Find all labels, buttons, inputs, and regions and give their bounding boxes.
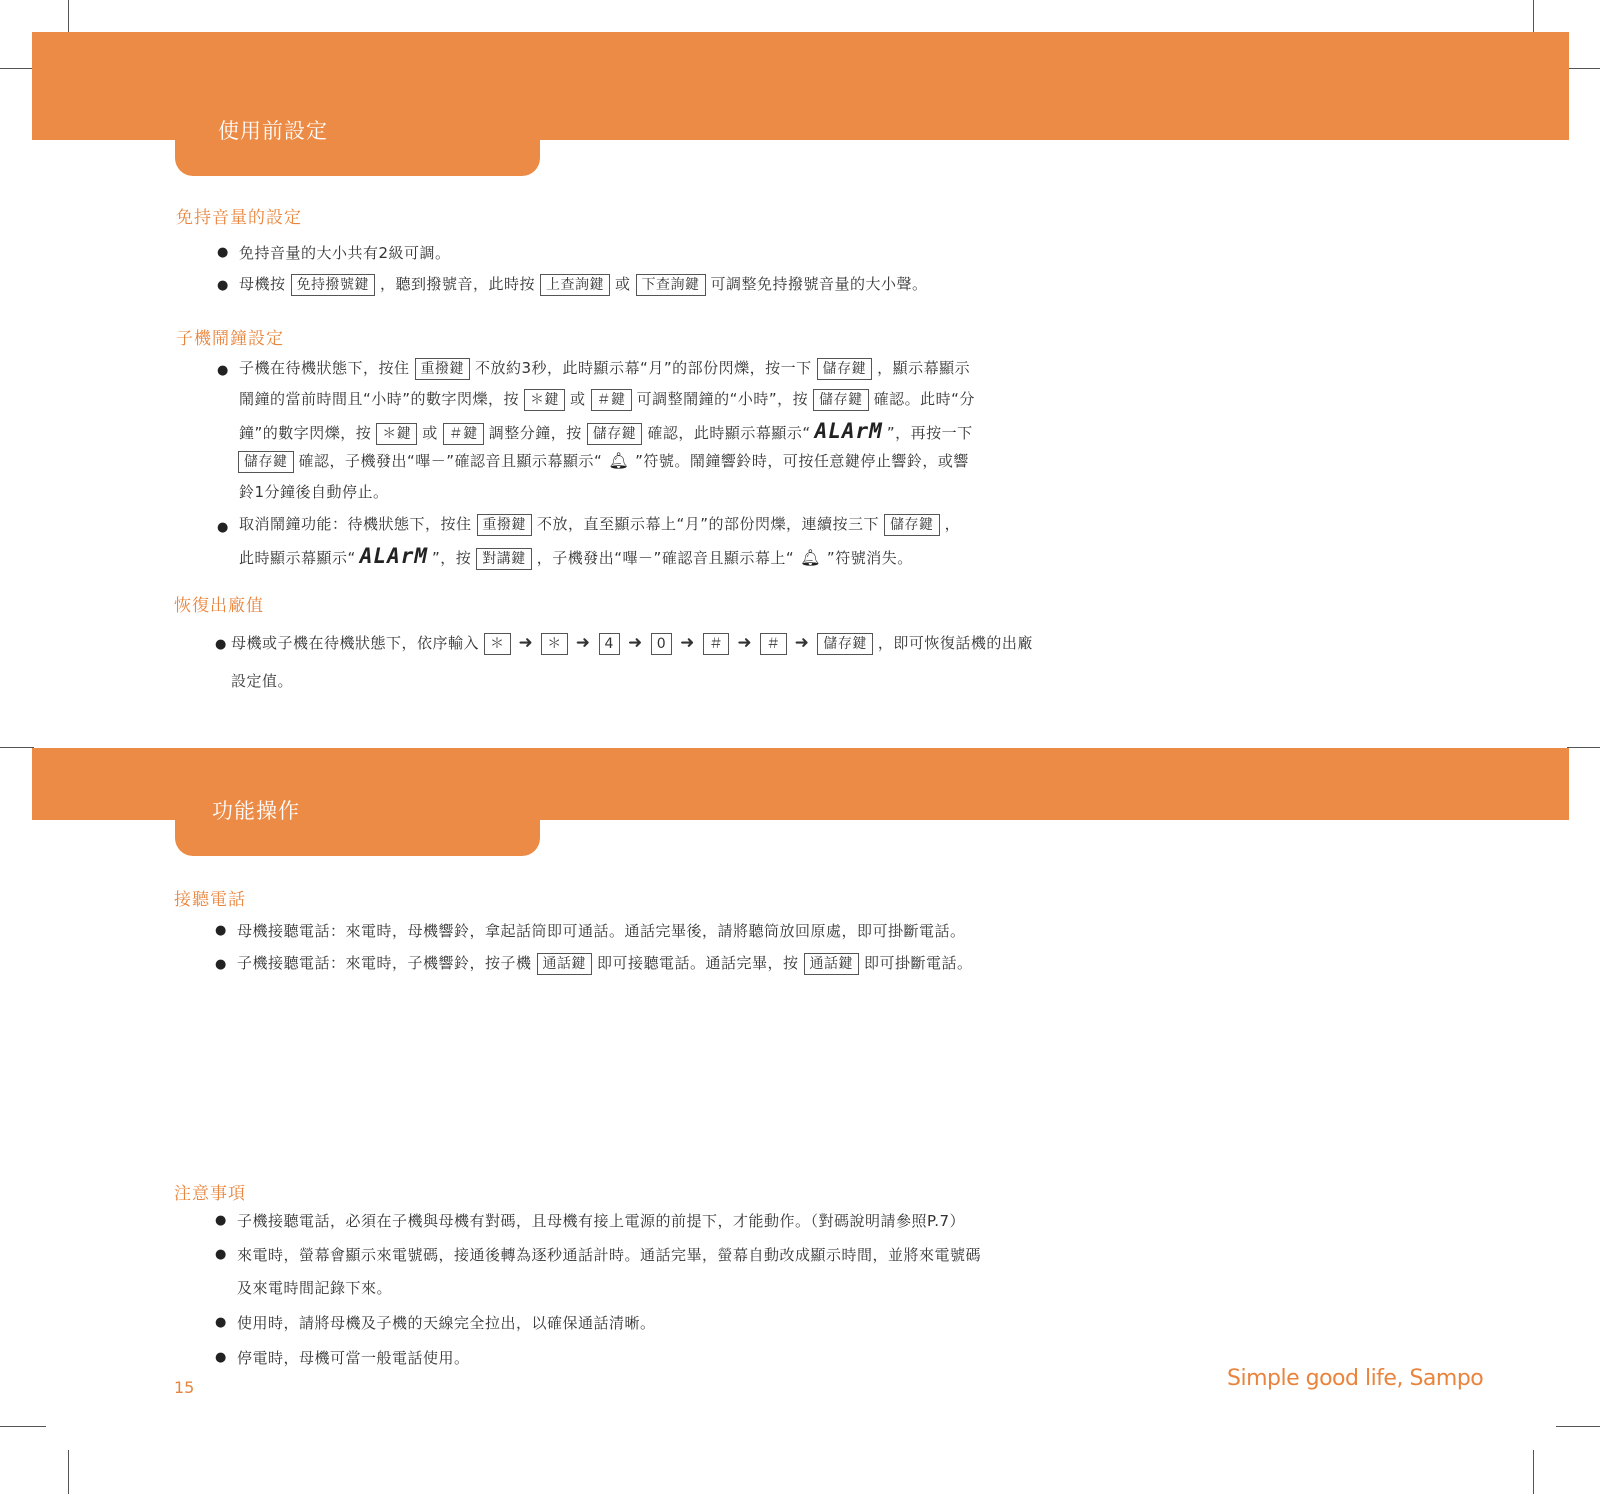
text: 確認。此時“分	[873, 390, 975, 408]
lcd-alarm-display: ALArM	[814, 419, 883, 443]
text: 此時顯示幕顯示“	[239, 549, 356, 567]
section-title: 使用前設定	[218, 119, 328, 143]
text: 不放，直至顯示幕上“月”的部份閃爍，連續按三下	[537, 515, 880, 533]
arrow-right-icon: ➜	[680, 633, 695, 653]
crop-mark	[68, 1450, 69, 1494]
text: 可調整免持撥號音量的大小聲。	[710, 275, 928, 293]
text: 即可接聽電話。通話完畢，按	[597, 954, 799, 972]
text: ”符號。鬧鐘響鈴時，可按任意鍵停止響鈴，或響	[635, 452, 969, 470]
key-label: 儲存鍵	[238, 451, 294, 473]
text: 調整分鐘，按	[488, 424, 582, 442]
bullet-text: 鈴1分鐘後自動停止。	[239, 483, 389, 501]
key-label: ＊鍵	[376, 423, 417, 445]
subsection-heading: 恢復出廠值	[174, 596, 264, 616]
bullet-text	[239, 419, 973, 445]
arrow-right-icon: ➜	[737, 633, 753, 653]
text: 鬧鐘的當前時間且“小時”的數字閃爍，按	[239, 390, 520, 408]
bullet-text: 免持音量的大小共有2級可調。	[239, 244, 451, 262]
text: ”符號消失。	[826, 549, 913, 567]
bullet: ●	[215, 637, 227, 652]
crop-mark	[1567, 747, 1600, 748]
key-label: 儲存鍵	[817, 358, 873, 380]
text: 確認，子機發出“嗶－”確認音且顯示幕顯示“	[298, 452, 603, 470]
crop-mark	[1556, 1426, 1600, 1427]
key-label: ＃鍵	[443, 423, 484, 445]
text: ，聽到撥號音，此時按	[380, 275, 536, 293]
bullet: ●	[217, 278, 229, 293]
bullet-text: 設定值。	[231, 672, 294, 690]
key-label: 下查詢鍵	[636, 274, 706, 296]
bullet-text: 母機接聽電話：來電時，母機響鈴，拿起話筒即可通話。通話完畢後，請將聽筒放回原處，即可掛斷電話。	[237, 922, 966, 940]
key-label: 免持撥號鍵	[291, 274, 376, 296]
bullet-text	[239, 388, 975, 411]
subsection-heading: 注意事項	[174, 1184, 246, 1204]
text: 或	[422, 424, 438, 442]
text: 或	[615, 275, 631, 293]
subsection-heading: 免持音量的設定	[176, 208, 302, 228]
text: 或	[570, 390, 586, 408]
key-label: 對講鍵	[476, 548, 532, 570]
key-label: 通話鍵	[537, 953, 593, 975]
bullet-text	[239, 273, 928, 296]
key-label: 重撥鍵	[415, 358, 471, 380]
arrow-right-icon: ➜	[518, 633, 534, 653]
bell-icon: 🔔︎	[608, 451, 630, 470]
text: ，	[944, 515, 961, 533]
text: 可調整鬧鐘的“小時”，按	[636, 390, 809, 408]
bullet-text: 使用時，請將母機及子機的天線完全拉出，以確保通話清晰。	[237, 1314, 656, 1332]
bullet-text	[237, 952, 973, 975]
text: ”，再按一下	[886, 424, 973, 442]
bullet-text: 及來電時間記錄下來。	[237, 1279, 393, 1297]
bullet: ●	[217, 363, 229, 378]
text: 母機按	[239, 275, 286, 293]
text: 子機在待機狀態下，按住	[239, 359, 410, 377]
key-label: 通話鍵	[804, 953, 860, 975]
section-title: 功能操作	[212, 799, 300, 823]
bullet-text: 子機接聽電話，必須在子機與母機有對碼，且母機有接上電源的前提下，才能動作。（對碼說明請參照P.7）	[237, 1212, 966, 1230]
crop-mark	[0, 747, 34, 748]
arrow-right-icon: ➜	[575, 633, 591, 653]
arrow-right-icon: ➜	[627, 633, 643, 653]
key-label: ＊	[541, 633, 568, 655]
text: ，顯示幕顯示	[877, 359, 971, 377]
subsection-heading: 接聽電話	[174, 890, 246, 910]
crop-mark	[1533, 1450, 1534, 1494]
text: 確認，此時顯示幕顯示“	[647, 424, 811, 442]
key-label: ＃	[760, 633, 787, 655]
lcd-alarm-display: ALArM	[359, 544, 428, 568]
bullet: ●	[215, 1350, 227, 1365]
bullet-text	[239, 544, 913, 570]
key-label: 重撥鍵	[477, 514, 533, 536]
key-label: ＃鍵	[591, 389, 632, 411]
text: 母機或子機在待機狀態下，依序輸入	[231, 634, 480, 652]
text: ，即可恢復話機的出廠	[877, 634, 1033, 652]
subsection-heading: 子機鬧鐘設定	[176, 329, 284, 349]
bullet: ●	[215, 1247, 227, 1262]
bullet-text	[231, 632, 1033, 655]
text: 即可掛斷電話。	[864, 954, 973, 972]
bullet-text: 來電時，螢幕會顯示來電號碼，接通後轉為逐秒通話計時。通話完畢，螢幕自動改成顯示時間，並將來電號碼	[237, 1246, 982, 1264]
text: ”，按	[432, 549, 472, 567]
text: ，子機發出“嗶－”確認音且顯示幕上“	[536, 549, 795, 567]
bullet-text	[233, 450, 969, 473]
key-label: 儲存鍵	[587, 423, 643, 445]
key-label: ＃	[703, 633, 730, 655]
key-label: ＊鍵	[524, 389, 565, 411]
brand-slogan: Simple good life, Sampo	[1227, 1366, 1484, 1391]
key-label: 儲存鍵	[817, 633, 873, 655]
bell-icon: 🔔︎	[800, 548, 821, 567]
key-label: 儲存鍵	[884, 514, 940, 536]
bullet: ●	[215, 1213, 227, 1228]
text: 子機接聽電話：來電時，子機響鈴，按子機	[237, 954, 532, 972]
bullet-text: 停電時，母機可當一般電話使用。	[237, 1349, 470, 1367]
text: 鐘”的數字閃爍，按	[239, 424, 372, 442]
page-number: 15	[174, 1378, 195, 1397]
key-label: ＊	[484, 633, 511, 655]
text: 取消鬧鐘功能：待機狀態下，按住	[239, 515, 472, 533]
key-label: 0	[651, 633, 672, 655]
key-label: 上查詢鍵	[540, 274, 610, 296]
text: 不放約3秒，此時顯示幕“月”的部份閃爍，按一下	[475, 359, 812, 377]
crop-mark	[0, 1426, 46, 1427]
key-label: 儲存鍵	[813, 389, 869, 411]
bullet: ●	[215, 957, 227, 972]
arrow-right-icon: ➜	[794, 633, 810, 653]
bullet: ●	[217, 520, 229, 535]
bullet: ●	[217, 245, 229, 260]
bullet-text	[239, 357, 970, 380]
bullet: ●	[215, 923, 227, 938]
bullet-text	[239, 513, 960, 536]
key-label: 4	[599, 633, 620, 655]
bullet: ●	[215, 1315, 227, 1330]
